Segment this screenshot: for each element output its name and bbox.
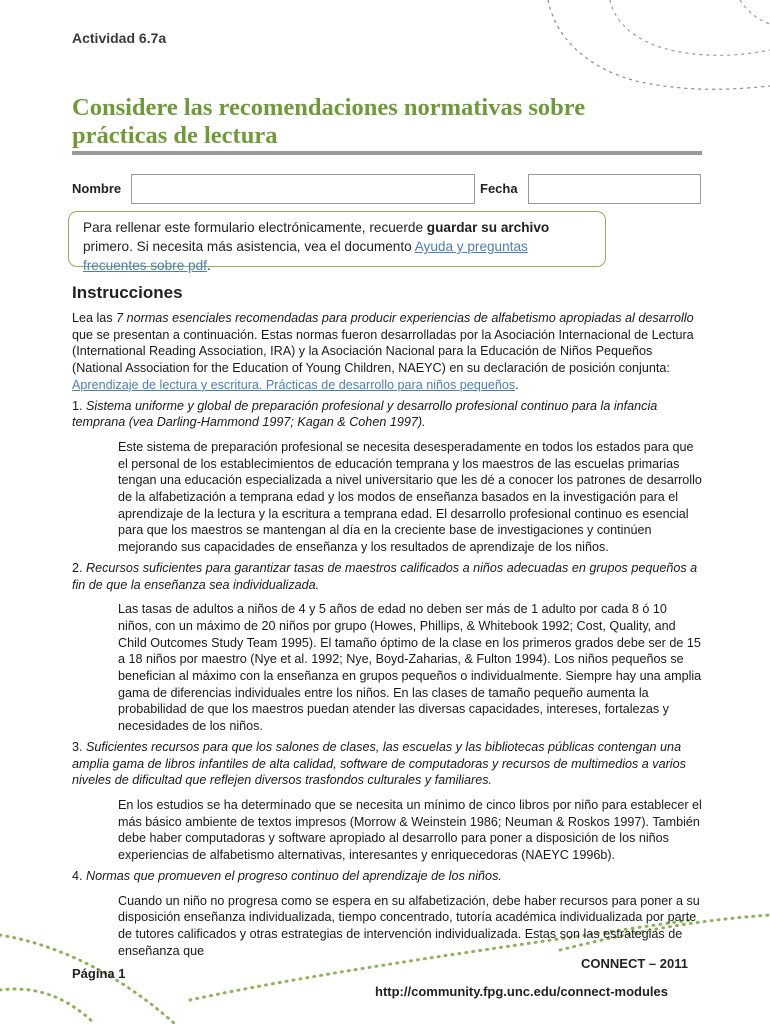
intro-paragraph <box>72 310 702 394</box>
footer-url: http://community.fpg.unc.edu/connect-modules <box>375 984 668 999</box>
item-number: 1. <box>72 398 87 413</box>
intro-text-b: que se presentan a continuación. Estas normas fueron desarrolladas por la Asociación Internacional de Lectura (International Reading Association, IRA) y la Asociación Nacional para la Educación de Niños Pequeños (National Association for the Education of Young Children, NAEYC) en su declaración de posición conjunta: <box>72 327 694 376</box>
position-statement-link[interactable]: Aprendizaje de lectura y escritura. Prácticas de desarrollo para niños pequeños <box>72 377 516 392</box>
item-number: 2. <box>72 560 87 575</box>
name-field[interactable] <box>131 174 475 204</box>
activity-label: Actividad 6.7a <box>72 30 167 46</box>
page-title <box>72 94 692 150</box>
date-field[interactable] <box>528 174 701 204</box>
item-title: Recursos suficientes para garantizar tasas de maestros calificados a niños adecuadas en grupos pequeños a fin de que la enseñanza sea individualizada. <box>72 560 698 592</box>
name-label: Nombre <box>72 181 122 196</box>
page-title-line2: prácticas de lectura <box>72 122 278 149</box>
list-item <box>72 739 702 789</box>
note-text-before: Para rellenar este formulario electrónicamente, recuerde <box>83 220 427 235</box>
item-detail: Este sistema de preparación profesional se necesita desesperadamente en todos los estados para que el personal de los establecimientos de educación temprana y los maestros de las escuelas primarias tengan una educación especializada a nivel universitario que les dé a conocer los patrones de desarrollo de la alfabetización a temprana edad y los modos de enseñanza basados en la investigación para el aprendizaje de la lectura y la escritura a temprana edad. El desarrollo profesional continuo es esencial para que los maestros se mantengan al día en la creciente base de investigaciones y continúen mejorando sus capacidades de enseñanza y los resultados de aprendizaje de los niños. <box>118 439 702 555</box>
instructions-heading: Instrucciones <box>72 283 183 302</box>
item-detail: En los estudios se ha determinado que se necesita un mínimo de cinco libros por niño para establecer el más básico ambiente de textos impresos (Morrow & Weinstein 1986; Neuman & Roskos 1997). También debe haber computadoras y software apropiado al desarrollo para poner a disposición de los niños experiencias de alfabetismo alternativas, interesantes y enriquecedoras (NAEYC 1996b). <box>118 797 702 863</box>
intro-emphasis: 7 normas esenciales recomendadas para producir experiencias de alfabetismo apropiadas al desarrollo <box>116 311 694 325</box>
title-divider <box>72 151 702 155</box>
instructions-body <box>72 310 702 963</box>
intro-text-a: Lea las <box>72 311 117 325</box>
list-item <box>72 560 702 593</box>
list-item <box>72 398 702 431</box>
page-title-line1: Considere las recomendaciones normativas sobre <box>72 94 586 121</box>
intro-text-end: . <box>515 377 519 392</box>
note-bold-text: guardar su archivo <box>426 220 550 235</box>
note-text-middle: primero. Si necesita más asistencia, vea el documento <box>83 239 415 254</box>
item-number: 4. <box>72 868 87 883</box>
item-detail: Cuando un niño no progresa como se espera en su alfabetización, debe haber recursos para poner a su disposición enseñanza individualizada, tiempo concentrado, tutoría académica individualizada por parte de tutores calificados y otras estrategias de intervención individualizada. Estas son las estrategias de enseñanza que <box>118 893 700 958</box>
footer-brand: CONNECT – 2011 <box>581 956 688 971</box>
item-title: Suficientes recursos para que los salones de clases, las escuelas y las bibliotecas públicas contengan una amplia gama de libros infantiles de alta calidad, software de computadoras y recursos de multimedios a varios niveles de dificultad que reflejen diversos trasfondos culturales y familiares. <box>72 739 686 788</box>
page-number: Página 1 <box>72 966 126 981</box>
pdf-help-link[interactable]: Ayuda y preguntas frecuentes sobre pdf <box>83 239 528 273</box>
item-title: Normas que promueven el progreso continuo del aprendizaje de los niños. <box>86 868 502 883</box>
list-item <box>72 868 702 885</box>
instructions-note-box <box>68 211 606 273</box>
note-text-after: . <box>206 258 211 273</box>
item-title: Sistema uniforme y global de preparación profesional y desarrollo profesional continuo para la infancia temprana (vea Darling-Hammond 1997; Kagan & Cohen 1997). <box>72 398 658 430</box>
item-detail: Las tasas de adultos a niños de 4 y 5 años de edad no deben ser más de 1 adulto por cada 8 ó 10 niños, con un máximo de 20 niños por grupo (Howes, Phillips, & Whitebook 1992; Cost, Quality, and Child Outcomes Study Team 1995). El tamaño óptimo de la clase en los primeros grados debe ser de 15 a 18 niños por maestro (Nye et al. 1992; Nye, Boyd-Zaharias, & Fulton 1994). Los niños pequeños se benefician al máximo con la enseñanza en grupos pequeños o individualmente. Siempre hay una amplia gama de diferencias individuales entre los niños. En las clases de tamaño pequeño aumenta la probabilidad de que los maestros puedan atender las diversas capacidades, intereses, fortalezas y necesidades de los niños. <box>118 602 702 734</box>
date-label: Fecha <box>480 181 518 196</box>
item-number: 3. <box>72 739 87 754</box>
